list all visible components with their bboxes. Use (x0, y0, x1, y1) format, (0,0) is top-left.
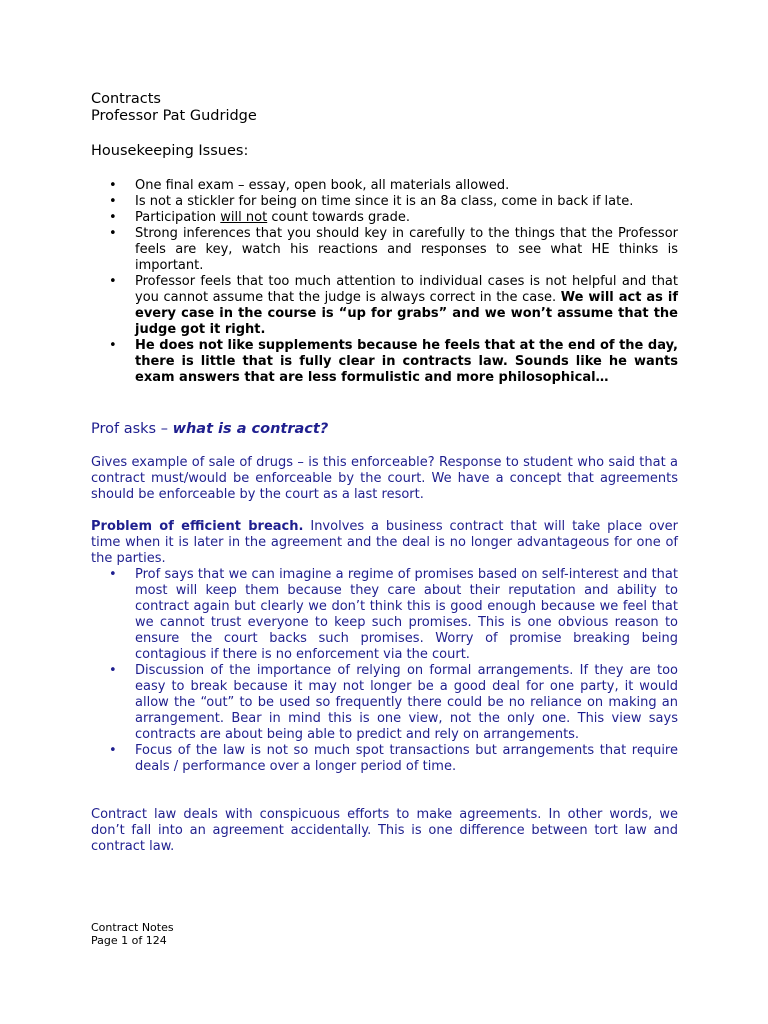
list-item: • Discussion of the importance of relying on formal arrangements. If they are too easy to break because it may not longer be a good deal for one party, it would allow the “out” to be used so frequently there could be no reliance on making an arrangement. Bear in mind this is one view, not the only one. This view says contracts are about being able to predict and rely on arrangements. (109, 663, 678, 743)
course-title: Contracts (91, 91, 161, 107)
list-item (109, 338, 678, 386)
efficient-breach-heading: Problem of efficient breach. (91, 519, 304, 534)
housekeeping-list (109, 178, 678, 386)
page-footer (91, 921, 174, 947)
document-header (91, 91, 257, 125)
list-item: • Strong inferences that you should key in carefully to the things that the Professor feels are key, watch his reactions and responses to see what HE thinks is important. (109, 226, 678, 274)
contract-question: what is a contract? (172, 421, 329, 437)
efficient-breach-paragraph: Problem of efficient breach. Involves a business contract that will take place over time when it is later in the agreement and the deal is no longer advantageous for one of the parties. (91, 519, 678, 566)
professor-name: Professor Pat Gudridge (91, 108, 257, 124)
footer-title: Contract Notes (91, 921, 174, 934)
bold-text: We will act as if every case in the course is “up for grabs” and we won’t assume that the judge got it right. (135, 290, 678, 337)
list-item: • Is not a stickler for being on time since it is an 8a class, come in back if late. (109, 194, 678, 210)
list-item: • Professor feels that too much attention to individual cases is not helpful and that you cannot assume that the judge is always correct in the case. We will act as if every case in the course is “up for grabs” and we won’t assume that the judge got it right. (109, 274, 678, 338)
page-number: Page 1 of 124 (91, 934, 167, 947)
list-item: • Focus of the law is not so much spot transactions but arrangements that require deals / performance over a longer period of time. (109, 743, 678, 775)
list-item: • Participation will not count towards grade. (109, 210, 678, 226)
list-item: • Prof says that we can imagine a regime of promises based on self-interest and that most will keep them because they care about their reputation and ability to contract again but clearly we don’t think this is good enough because we feel that we cannot trust everyone to keep such promises. This is one obvious reason to ensure the court backs such promises. Worry of promise breaking being contagious if there is no enforcement via the court. (109, 567, 678, 663)
underlined-text: will not (220, 210, 268, 225)
housekeeping-heading: Housekeeping Issues: (91, 143, 249, 159)
list-item: • One final exam – essay, open book, all materials allowed. (109, 178, 678, 194)
prof-asks-heading: Prof asks – what is a contract? (91, 421, 329, 437)
conspicuous-efforts-paragraph: Contract law deals with conspicuous efforts to make agreements. In other words, we don’t fall into an agreement accidentally. This is one difference between tort law and contract law. (91, 807, 678, 854)
drugs-example-paragraph: Gives example of sale of drugs – is this enforceable? Response to student who said that a contract must/would be enforceable by the court. We have a concept that agreements should be enforceable by the court as a last resort. (91, 455, 678, 502)
bold-text: He does not like supplements because he feels that at the end of the day, there is little that is fully clear in contracts law. Sounds like he wants exam answers that are less formulistic and more philosophical… (135, 338, 678, 385)
efficient-breach-list (109, 567, 678, 775)
